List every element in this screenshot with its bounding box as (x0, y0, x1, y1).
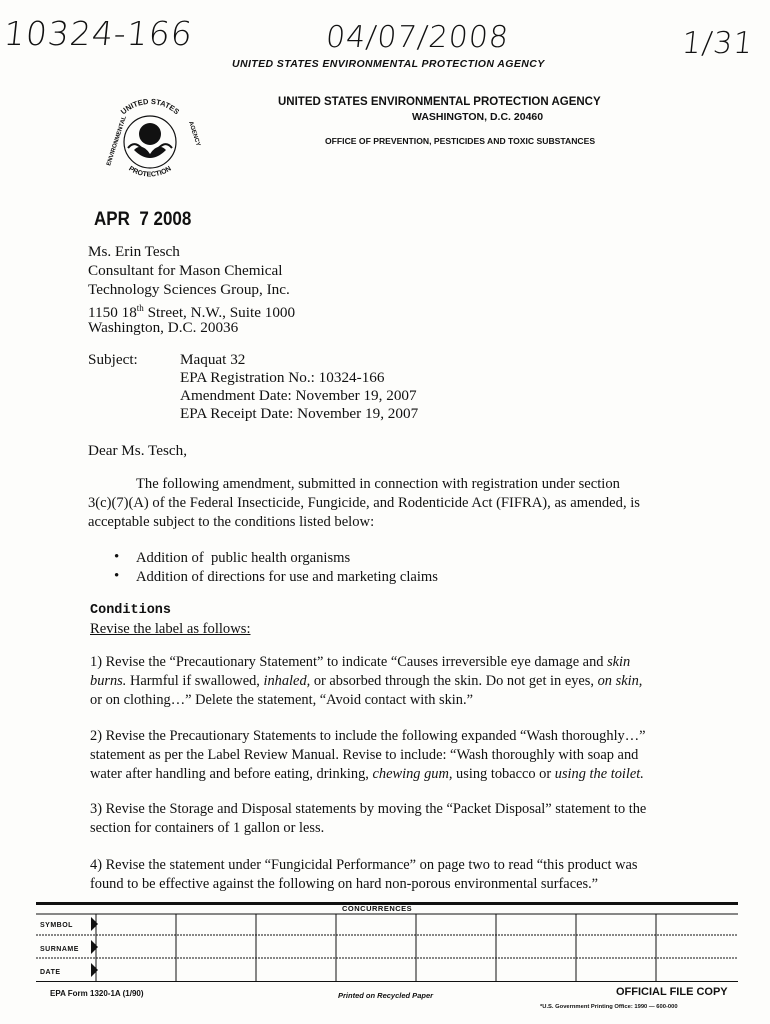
symbol-label: SYMBOL (40, 922, 73, 929)
conditions-subheading: Revise the label as follows: (90, 621, 251, 637)
item-3-line-2: section for containers of 1 gallon or less. (90, 820, 325, 836)
epa-seal-icon (96, 88, 204, 196)
seal-bottom-text: PROTECTION (127, 165, 173, 179)
recipient-line-1: Consultant for Mason Chemical (88, 262, 283, 279)
conditions-heading: Conditions (90, 603, 172, 618)
item-2-line-3: water after handling and before eating, drinking, chewing gum, using tobacco or using the toilet. (90, 766, 644, 782)
item-1-line-1: 1) Revise the “Precautionary Statement” to indicate “Causes irreversible eye damage and skin (90, 654, 631, 670)
item-2-line-1: 2) Revise the Precautionary Statements to include the following expanded “Wash thoroughly…” (90, 728, 646, 744)
item-2-line-2: statement as per the Label Review Manual. Revise to include: “Wash thoroughly with soap and (90, 747, 639, 763)
top-banner: UNITED STATES ENVIRONMENTAL PROTECTION AGENCY (232, 58, 545, 70)
item-4-line-2: found to be effective against the following on hard non-porous environmental surfaces.” (90, 876, 599, 892)
subject-label: Subject: (88, 351, 138, 368)
recipient-name: Ms. Erin Tesch (88, 243, 180, 260)
handwritten-page-number: 1/31 (680, 26, 756, 61)
subject-amendment-date: Amendment Date: November 19, 2007 (180, 387, 417, 404)
official-file-copy: OFFICIAL FILE COPY (616, 986, 728, 998)
bullet-dot-2: • (114, 568, 120, 584)
item-3-line-1: 3) Revise the Storage and Disposal statements by moving the “Packet Disposal” statement to the (90, 801, 647, 817)
intro-line-1: The following amendment, submitted in connection with registration under section (136, 476, 620, 492)
agency-office: OFFICE OF PREVENTION, PESTICIDES AND TOXIC SUBSTANCES (325, 136, 596, 146)
gpo-note: *U.S. Government Printing Office: 1990 — 600-000 (540, 1004, 678, 1010)
seal-top-text: UNITED STATES (118, 96, 182, 117)
intro-line-2: 3(c)(7)(A) of the Federal Insecticide, Fungicide, and Rodenticide Act (FIFRA), as amended, is (88, 495, 640, 511)
recycled-paper-note: Printed on Recycled Paper (338, 991, 434, 1000)
bullet-dot-1: • (114, 549, 120, 565)
handwritten-date: 04/07/2008 (324, 20, 511, 55)
concurrences-table (36, 902, 738, 982)
surname-label: SURNAME (40, 946, 79, 953)
seal-left-text: ENVIRONMENTAL (106, 115, 128, 167)
form-number: EPA Form 1320-1A (1/90) (50, 989, 144, 998)
subject-reg-no: EPA Registration No.: 10324-166 (180, 369, 385, 386)
seal-right-text: AGENCY (187, 120, 201, 148)
bullet-item-1: Addition of public health organisms (136, 550, 351, 566)
date-label: DATE (40, 969, 61, 976)
item-4-line-1: 4) Revise the statement under “Fungicidal Performance” on page two to read “this product was (90, 857, 638, 873)
subject-product: Maquat 32 (180, 351, 246, 368)
agency-address: WASHINGTON, D.C. 20460 (412, 111, 544, 123)
bullet-item-2: Addition of directions for use and marketing claims (136, 569, 438, 585)
svg-text:PROTECTION (127, 165, 172, 178)
concurrences-label: CONCURRENCES (342, 904, 413, 913)
recipient-line-3: 1150 18th Street, N.W., Suite 1000 (88, 303, 296, 322)
item-1-line-3: or on clothing…” Delete the statement, “Avoid contact with skin.” (90, 692, 473, 708)
agency-name: UNITED STATES ENVIRONMENTAL PROTECTION AGENCY (278, 96, 601, 108)
intro-line-3: acceptable subject to the conditions listed below: (88, 514, 375, 530)
subject-receipt-date: EPA Receipt Date: November 19, 2007 (180, 405, 419, 422)
salutation: Dear Ms. Tesch, (88, 442, 188, 459)
recipient-line-2: Technology Sciences Group, Inc. (88, 281, 290, 298)
svg-text:UNITED STATES (119, 97, 181, 116)
item-1-line-2: burns. Harmful if swallowed, inhaled, or absorbed through the skin. Do not get in eyes, on skin, (90, 673, 643, 689)
recipient-line-4: Washington, D.C. 20036 (88, 319, 239, 336)
handwritten-reg-number: 10324-166 (1, 14, 195, 53)
date-stamp: APR 7 2008 (94, 207, 192, 230)
